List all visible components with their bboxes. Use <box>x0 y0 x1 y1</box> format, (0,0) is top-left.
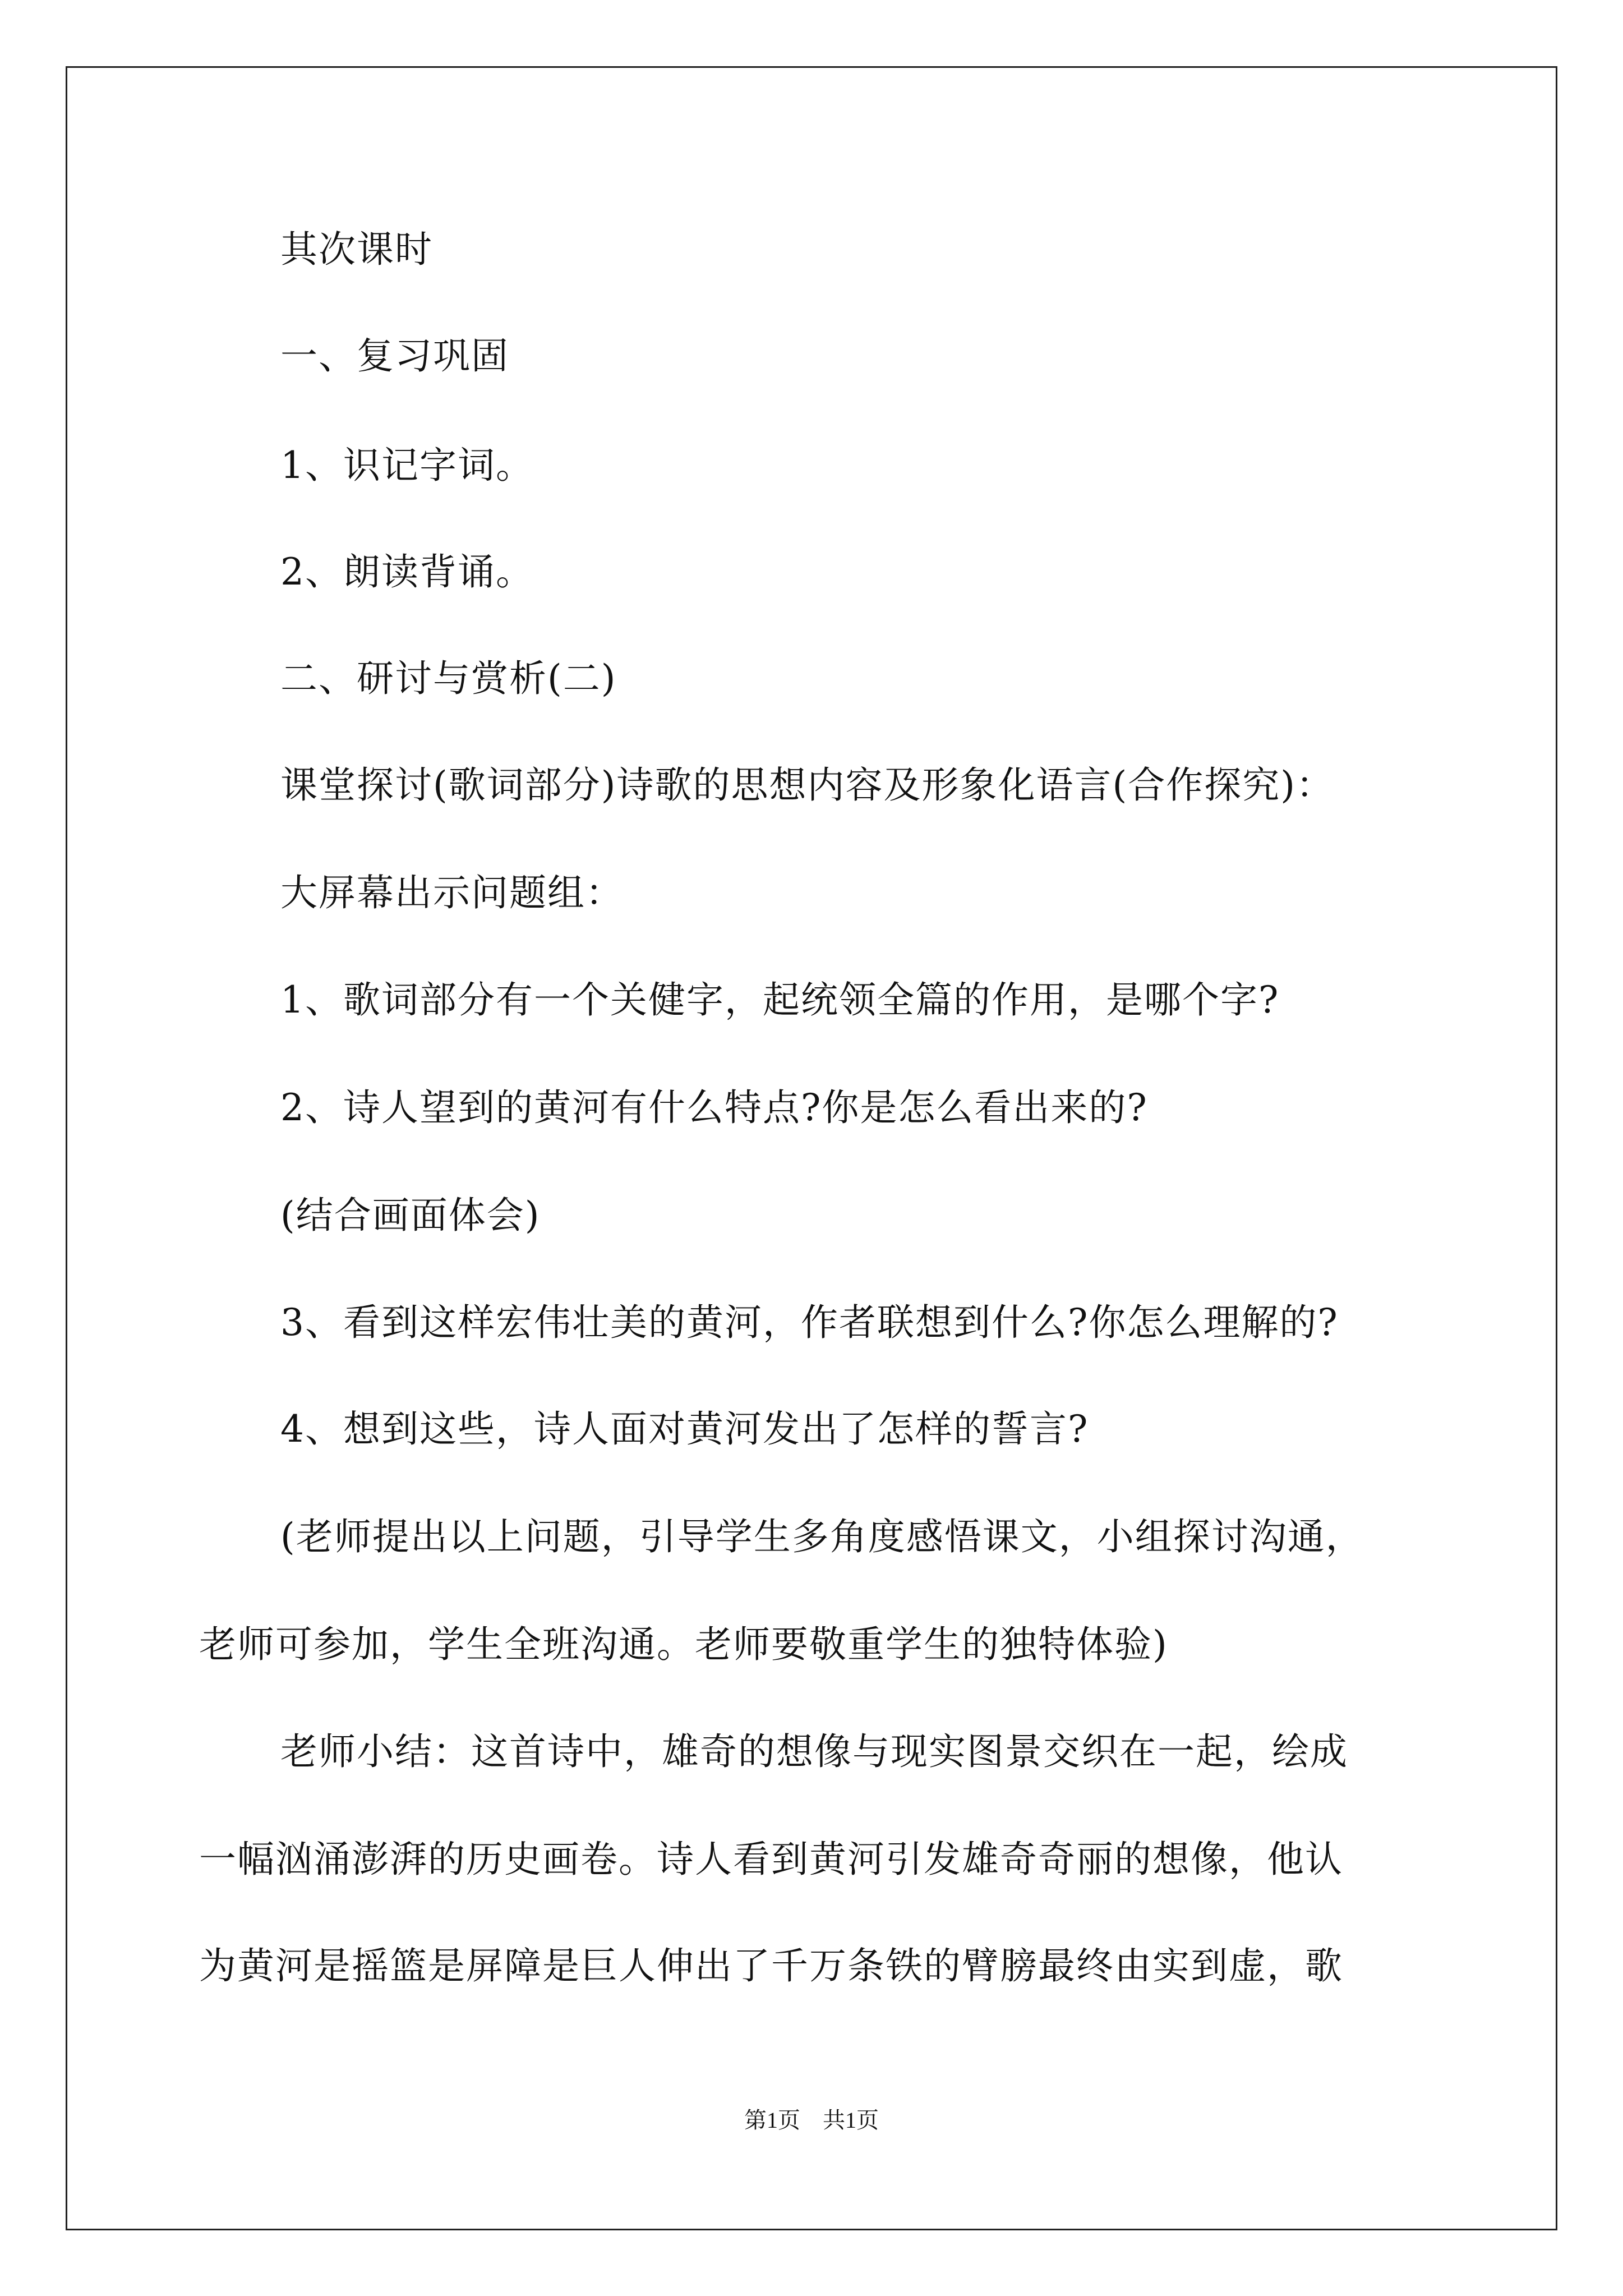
section-heading: 二、研讨与赏析(二) <box>280 657 617 700</box>
paragraph-line: 一幅汹涌澎湃的历史画卷。诗人看到黄河引发雄奇奇丽的想像，他认 <box>199 1838 1343 1881</box>
paragraph-line: 老师小结：这首诗中，雄奇的想像与现实图景交织在一起，绘成 <box>280 1730 1348 1773</box>
paragraph-line: (老师提出以上问题，引导学生多角度感悟课文，小组探讨沟通， <box>280 1515 1364 1558</box>
paragraph-line: 课堂探讨(歌词部分)诗歌的思想内容及形象化语言(合作探究)： <box>280 763 1334 807</box>
list-item: 2、朗读背诵。 <box>280 550 534 593</box>
paragraph-line: (结合画面体会) <box>280 1194 541 1237</box>
lesson-heading: 其次课时 <box>280 228 433 271</box>
list-item: 1、识记字词。 <box>280 444 534 487</box>
question-item: 1、歌词部分有一个关健字，起统领全篇的作用，是哪个字? <box>280 978 1280 1022</box>
paragraph-line: 为黄河是摇篮是屏障是巨人伸出了千万条铁的臂膀最终由实到虚，歌 <box>199 1944 1343 1987</box>
question-item: 4、想到这些，诗人面对黄河发出了怎样的誓言? <box>280 1407 1089 1451</box>
paragraph-line: 大屏幕出示问题组： <box>280 871 624 914</box>
paragraph-line: 老师可参加，学生全班沟通。老师要敬重学生的独特体验) <box>199 1623 1168 1666</box>
question-item: 2、诗人望到的黄河有什么特点?你是怎么看出来的? <box>280 1086 1148 1129</box>
section-heading: 一、复习巩固 <box>280 334 509 378</box>
question-item: 3、看到这样宏伟壮美的黄河，作者联想到什么?你怎么理解的? <box>280 1301 1339 1344</box>
page-footer: 第1页 共1页 <box>744 2108 879 2133</box>
